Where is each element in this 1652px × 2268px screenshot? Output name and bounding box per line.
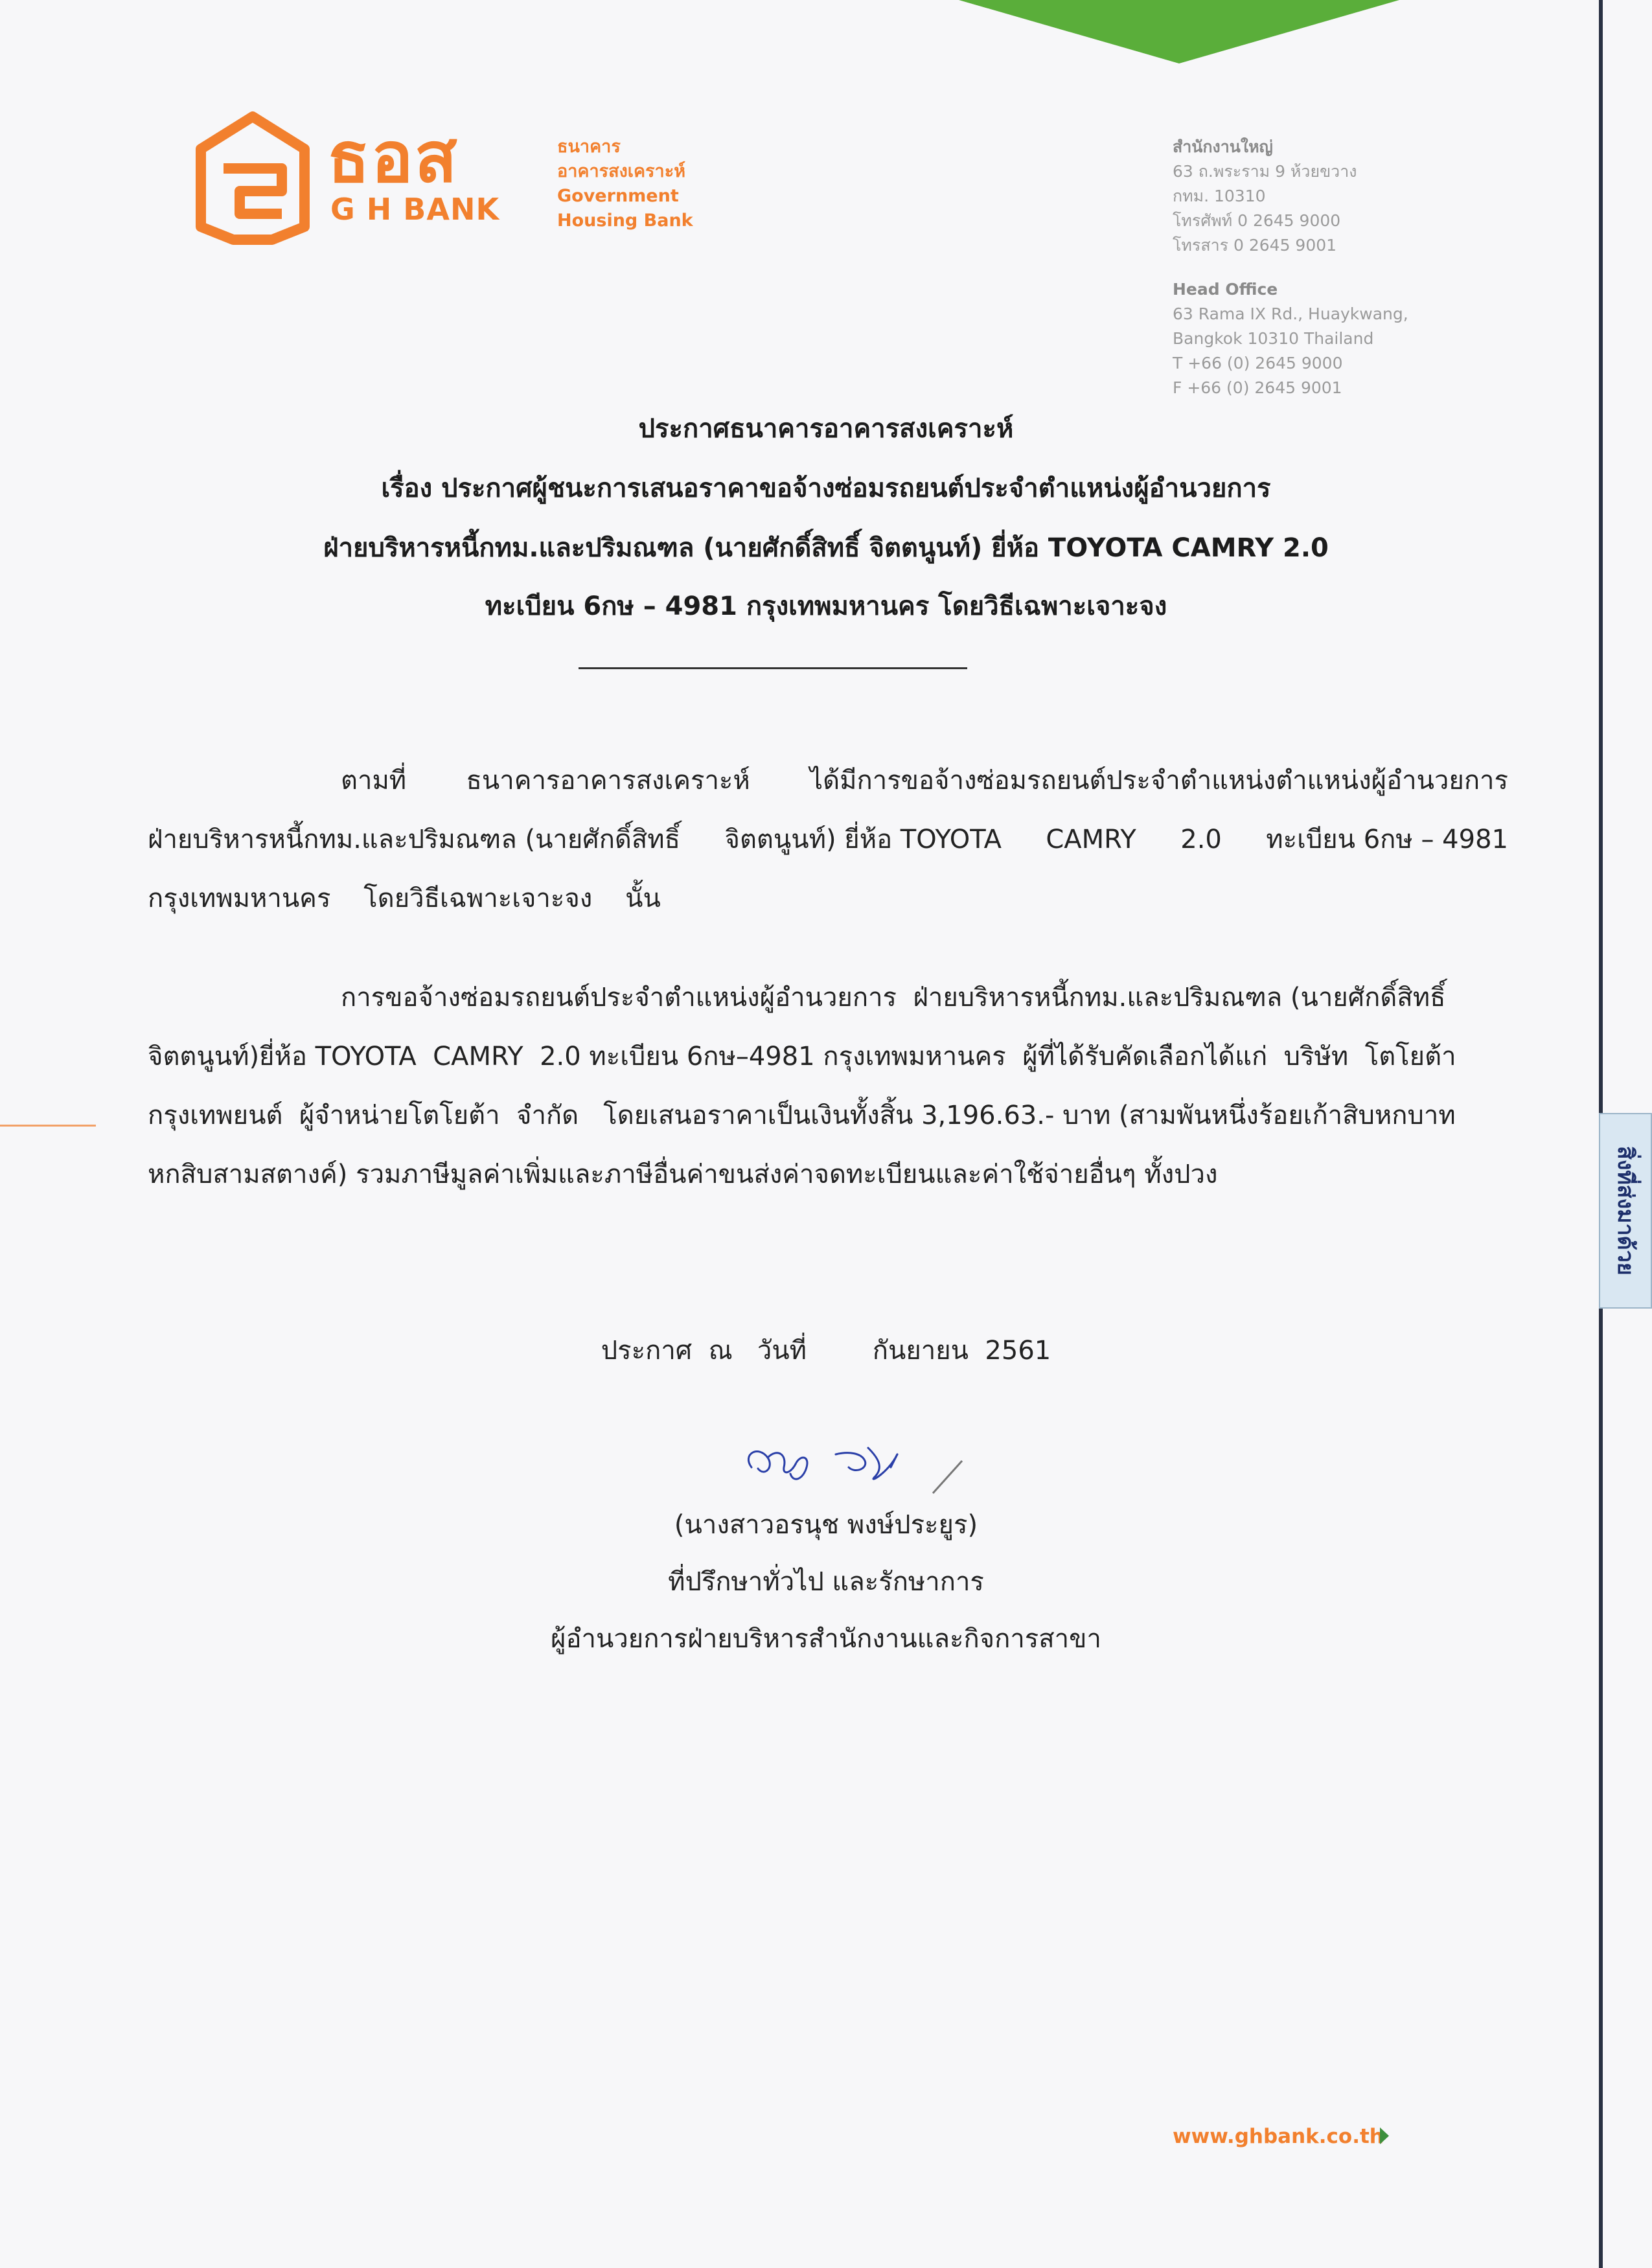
title-line: ทะเบียน 6กษ – 4981 กรุงเทพมหานคร โดยวิธีเฉพาะเจาะจง <box>485 591 1167 621</box>
website-link[interactable]: www.ghbank.co.th <box>1173 2125 1384 2148</box>
address-line: กทม. 10310 <box>1173 187 1266 205</box>
handwritten-signature <box>739 1428 972 1506</box>
address-english-title: Head Office <box>1173 280 1278 299</box>
title-line: ประกาศธนาคารอาคารสงเคราะห์ <box>638 414 1014 444</box>
paragraph-1 <box>148 751 1508 928</box>
head-office-address <box>1173 135 1408 400</box>
enclosure-tab-label: สิ่งที่ส่งมาด้วย <box>1612 1146 1638 1276</box>
logo-english-text: G H BANK <box>330 192 500 227</box>
paragraph-2 <box>148 968 1508 1204</box>
signer-name: (นางสาวอรนุช พงษ์ประยูร) <box>674 1510 978 1540</box>
title-line: ฝ่ายบริหารหนี้กทม.และปริมณฑล (นายศักดิ์สิทธิ์ จิตตนูนท์) ยี่ห้อ TOYOTA CAMRY 2.0 <box>323 533 1329 563</box>
title-underline <box>579 667 967 669</box>
signer-position: ผู้อำนวยการฝ่ายบริหารสำนักงานและกิจการสาขา <box>551 1624 1101 1654</box>
address-line: 63 Rama IX Rd., Huaykwang, <box>1173 304 1408 323</box>
fold-mark <box>0 1125 96 1127</box>
announcement-date: ประกาศ ณ วันที่ กันยายน 2561 <box>601 1336 1051 1366</box>
bank-name-line: ธนาคาร <box>557 137 621 157</box>
paragraph-line: การขอจ้างซ่อมรถยนต์ประจำตำแหน่งผู้อำนวยการ ฝ่ายบริหารหนี้กทม.และปริมณฑล (นายศักดิ์สิทธิ์ <box>341 983 1446 1013</box>
address-line: โทรสาร 0 2645 9001 <box>1173 236 1337 255</box>
signer-position: ที่ปรึกษาทั่วไป และรักษาการ <box>668 1567 984 1597</box>
bank-name-block <box>557 135 693 233</box>
paragraph-line: หกสิบสามสตางค์) รวมภาษีมูลค่าเพิ่มและภาษีอื่นค่าขนส่งค่าจดทะเบียนและค่าใช้จ่ายอื่นๆ ทั้งปวง <box>148 1160 1218 1189</box>
address-line: T +66 (0) 2645 9000 <box>1173 354 1343 372</box>
enclosure-side-tab <box>1599 1113 1652 1309</box>
address-line: Bangkok 10310 Thailand <box>1173 329 1374 348</box>
bank-name-line: Government <box>557 186 679 206</box>
address-thai-title: สำนักงานใหญ่ <box>1173 137 1273 156</box>
bank-name-line: อาคารสงเคราะห์ <box>557 161 686 181</box>
address-line: F +66 (0) 2645 9001 <box>1173 378 1342 397</box>
address-line: โทรศัพท์ 0 2645 9000 <box>1173 211 1341 230</box>
title-subject-line: เรื่อง ประกาศผู้ชนะการเสนอราคาขอจ้างซ่อมรถยนต์ประจำตำแหน่งผู้อำนวยการ <box>381 474 1271 503</box>
signer-block <box>0 1496 1652 1667</box>
paragraph-line: กรุงเทพมหานคร โดยวิธีเฉพาะเจาะจง นั้น <box>148 884 661 913</box>
logo-thai-text: ธอส <box>327 117 459 198</box>
address-line: 63 ถ.พระราม 9 ห้วยขวาง <box>1173 162 1357 181</box>
announcement-title <box>0 415 1652 621</box>
arrow-right-icon <box>1380 2127 1389 2144</box>
paragraph-line: กรุงเทพยนต์ ผู้จำหน่ายโตโยต้า จำกัด โดยเสนอราคาเป็นเงินทั้งสิ้น 3,196.63.- บาท (สามพันหนึ่งร้อยเก้าสิบหกบาท <box>148 1101 1456 1130</box>
paragraph-line: ตามที่ ธนาคารอาคารสงเคราะห์ ได้มีการขอจ้างซ่อมรถยนต์ประจำตำแหน่งตำแหน่งผู้อำนวยการ <box>341 766 1508 796</box>
paragraph-line: ฝ่ายบริหารหนี้กทม.และปริมณฑล (นายศักดิ์สิทธิ์ จิตตนูนท์) ยี่ห้อ TOYOTA CAMRY 2.0 ทะเบียน 6กษ – 4981 <box>148 825 1508 854</box>
green-header-accent <box>959 0 1399 65</box>
paragraph-line: จิตตนูนท์)ยี่ห้อ TOYOTA CAMRY 2.0 ทะเบียน 6กษ–4981 กรุงเทพมหานคร ผู้ที่ได้รับคัดเลือกได้แก่ บริษัท โตโยต้า <box>148 1042 1456 1071</box>
bank-name-line: Housing Bank <box>557 211 693 231</box>
